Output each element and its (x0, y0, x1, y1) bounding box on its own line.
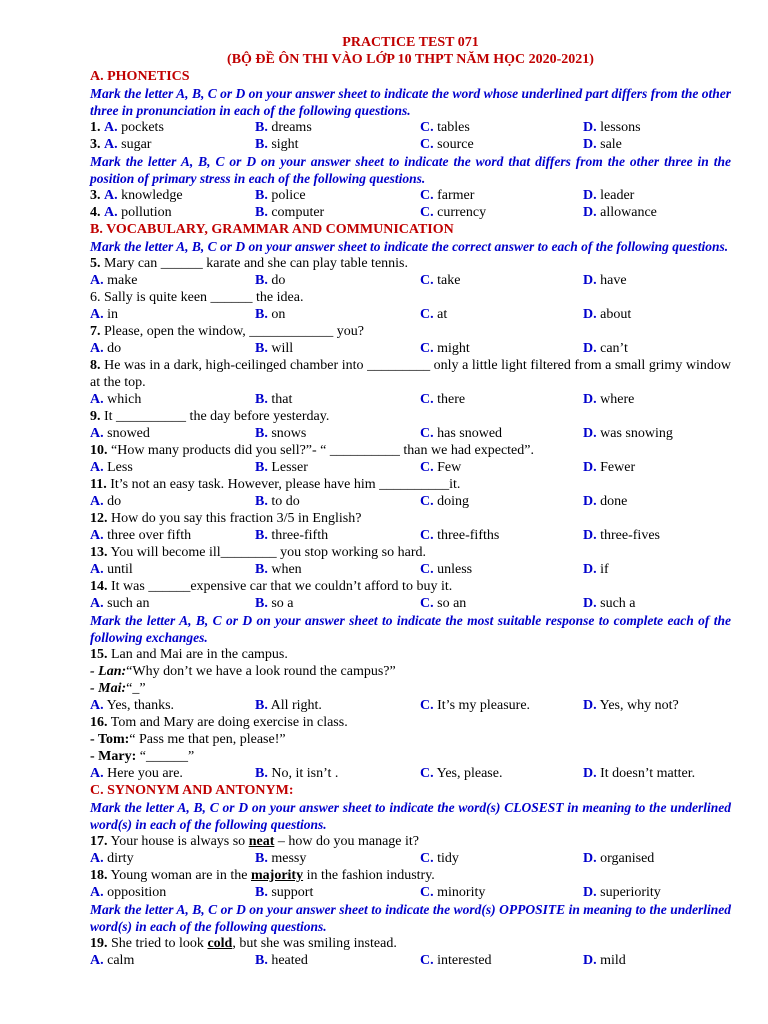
option-text: take (437, 273, 461, 288)
question-4-options: 4. A. pollution B. computer C. currency D. allowance (90, 205, 657, 220)
option-text: interested (437, 953, 492, 968)
question-19: 19. She tried to look cold, but she was smiling instead. (90, 936, 397, 951)
option-text: Here you are. (107, 766, 183, 781)
option-d: D. about (583, 307, 632, 322)
option-text: where (600, 392, 635, 407)
section-vocabulary: B. VOCABULARY, GRAMMAR AND COMMUNICATION (90, 222, 454, 237)
option-text: which (107, 392, 142, 407)
dialogue-line: - Mary: “______” (90, 749, 195, 764)
option-c: C. take (420, 273, 461, 288)
question-12-options (90, 527, 731, 544)
section-phonetics: A. PHONETICS (90, 69, 190, 84)
option-text: on (271, 307, 286, 322)
option-a: A. do (90, 494, 122, 509)
option-b: B. snows (255, 426, 307, 441)
option-text: when (271, 562, 302, 577)
option-text: Fewer (600, 460, 636, 475)
option-text: tables (437, 120, 470, 135)
question-8-options (90, 391, 731, 408)
option-a: A. snowed (90, 426, 150, 441)
option-a: A. Less (90, 460, 133, 475)
option-text: might (437, 341, 470, 356)
option-b: B. that (255, 392, 293, 407)
option-text: No, it isn’t . (271, 766, 339, 781)
option-text: so a (271, 596, 294, 611)
question-1-options: 1. A. pockets B. dreams C. tables D. lessons (90, 120, 641, 135)
option-text: minority (437, 885, 486, 900)
option-text: snows (271, 426, 307, 441)
option-c: C. three-fifths (420, 528, 500, 543)
option-text: to do (271, 494, 300, 509)
option-d: D. three-fives (583, 528, 660, 543)
instruction-opposite: Mark the letter A, B, C or D on your answer sheet to indicate the word(s) OPPOSITE in meaning to the underlined word(s) in each of the following questions. (90, 902, 731, 934)
question-13-options (90, 561, 731, 578)
instruction-response: Mark the letter A, B, C or D on your answer sheet to indicate the most suitable response to complete each of the following exchanges. (90, 613, 731, 645)
option-text: leader (600, 188, 635, 203)
option-text: three-fives (600, 528, 660, 543)
option-text: if (600, 562, 609, 577)
question-13: 13. You will become ill________ you stop working so hard. (90, 545, 426, 560)
option-b: B. when (255, 562, 302, 577)
option-text: pollution (121, 205, 172, 220)
option-d: D. where (583, 392, 635, 407)
option-c: C. doing (420, 494, 470, 509)
option-text: source (437, 137, 474, 152)
test-title: PRACTICE TEST 071 (342, 35, 479, 50)
option-text: doing (437, 494, 470, 509)
option-c: C. might (420, 341, 470, 356)
question-3a-options: 3. A. sugar B. sight C. source D. sale (90, 137, 622, 152)
option-text: that (271, 392, 293, 407)
option-a: A. three over fifth (90, 528, 192, 543)
question-7: 7. Please, open the window, ____________ you? (90, 324, 364, 339)
question-5: 5. Mary can ______ karate and she can play table tennis. (90, 256, 409, 271)
option-text: superiority (600, 885, 661, 900)
question-14: 14. It was ______expensive car that we couldn’t afford to buy it. (90, 579, 453, 594)
question-9: 9. It __________ the day before yesterday. (90, 409, 330, 424)
option-text: Yes, thanks. (106, 698, 175, 713)
question-19-options: A. calm B. heated C. interested D. mild (90, 953, 626, 968)
question-9-options (90, 425, 731, 442)
dialogue-line: - Mai:“_” (90, 681, 146, 696)
option-a: A. make (90, 273, 138, 288)
instruction-closest: Mark the letter A, B, C or D on your answer sheet to indicate the word(s) CLOSEST in meaning to the underlined word(s) in each of the following questions. (90, 800, 731, 832)
option-text: unless (437, 562, 473, 577)
option-c: C. unless (420, 562, 473, 577)
option-c: C. has snowed (420, 426, 503, 441)
option-a: A. such an (90, 596, 150, 611)
question-5-options (90, 272, 731, 289)
option-text: heated (271, 953, 308, 968)
option-b: B. three-fifth (255, 528, 329, 543)
option-d: D. can’t (583, 341, 628, 356)
option-c: C. there (420, 392, 466, 407)
instruction-correct-answer: Mark the letter A, B, C or D on your answer sheet to indicate the correct answer to each of the following questions. (90, 239, 729, 254)
option-text: three over fifth (107, 528, 192, 543)
option-d: D. such a (583, 596, 636, 611)
option-d: D. have (583, 273, 627, 288)
question-18-options: A. opposition B. support C. minority D. superiority (90, 885, 661, 900)
option-text: done (600, 494, 628, 509)
option-text: tidy (437, 851, 459, 866)
question-14-options (90, 595, 731, 612)
question-6-options (90, 306, 731, 323)
option-c: C. Few (420, 460, 462, 475)
option-text: All right. (270, 698, 322, 713)
option-b: B. will (255, 341, 294, 356)
option-text: Lesser (271, 460, 308, 475)
option-text: organised (600, 851, 655, 866)
option-text: lessons (600, 120, 641, 135)
option-text: Less (107, 460, 133, 475)
question-11-options (90, 493, 731, 510)
option-text: snowed (107, 426, 150, 441)
option-text: will (271, 341, 294, 356)
option-d: D. done (583, 494, 628, 509)
question-16: 16. Tom and Mary are doing exercise in class. (90, 715, 348, 730)
question-15-options: A. Yes, thanks. B. All right. C. It’s my pleasure. D. Yes, why not? (90, 698, 679, 713)
option-b: B. Lesser (255, 460, 308, 475)
instruction-stress: Mark the letter A, B, C or D on your answer sheet to indicate the word that differs from the other three in the position of primary stress in each of the following questions. (90, 154, 731, 186)
option-text: have (600, 273, 627, 288)
question-16-options: A. Here you are. B. No, it isn’t . C. Yes, please. D. It doesn’t matter. (90, 766, 696, 781)
option-text: support (271, 885, 314, 900)
option-text: such a (600, 596, 636, 611)
option-text: currency (437, 205, 487, 220)
instruction-pronunciation: Mark the letter A, B, C or D on your answer sheet to indicate the word whose underlined part differs from the other three in pronunciation in each of the following questions. (90, 86, 731, 118)
option-d: D. if (583, 562, 609, 577)
option-text: calm (107, 953, 135, 968)
option-d: D. was snowing (583, 426, 673, 441)
option-text: sight (271, 137, 299, 152)
option-text: messy (271, 851, 307, 866)
option-b: B. so a (255, 596, 294, 611)
option-a: A. which (90, 392, 142, 407)
option-text: mild (600, 953, 626, 968)
section-synonym-antonym: C. SYNONYM AND ANTONYM: (90, 783, 294, 798)
question-18: 18. Young woman are in the majority in the fashion industry. (90, 868, 435, 883)
option-text: opposition (107, 885, 167, 900)
option-text: police (271, 188, 306, 203)
question-12: 12. How do you say this fraction 3/5 in English? (90, 511, 362, 526)
option-a: A. do (90, 341, 122, 356)
option-text: sugar (121, 137, 152, 152)
option-text: until (107, 562, 133, 577)
option-b: B. to do (255, 494, 300, 509)
option-text: allowance (600, 205, 657, 220)
test-subtitle: (BỘ ĐỀ ÔN THI VÀO LỚP 10 THPT NĂM HỌC 2020-2021) (227, 52, 594, 67)
question-8: 8. He was in a dark, high-ceilinged chamber into _________ only a little light filtered from a small grimy window at the top. (90, 358, 732, 390)
option-text: pockets (121, 120, 164, 135)
option-c: C. at (420, 307, 448, 322)
option-text: so an (437, 596, 467, 611)
option-text: do (107, 494, 122, 509)
option-a: A. until (90, 562, 133, 577)
option-text: dreams (271, 120, 312, 135)
option-b: B. do (255, 273, 286, 288)
question-17: 17. Your house is always so neat – how do you manage it? (90, 834, 419, 849)
option-text: dirty (107, 851, 134, 866)
option-text: about (600, 307, 632, 322)
option-text: Yes, please. (436, 766, 503, 781)
option-text: make (107, 273, 138, 288)
option-text: three-fifth (271, 528, 329, 543)
option-d: D. Fewer (583, 460, 636, 475)
dialogue-line: - Lan:“Why don’t we have a look round the campus?” (90, 664, 396, 679)
question-10-options (90, 459, 731, 476)
option-text: three-fifths (437, 528, 500, 543)
option-text: knowledge (121, 188, 183, 203)
option-text: Yes, why not? (599, 698, 679, 713)
question-3-options: 3. A. knowledge B. police C. farmer D. leader (90, 188, 635, 203)
question-7-options (90, 340, 731, 357)
question-10: 10. “How many products did you sell?”- “ __________ than we had expected”. (90, 443, 534, 458)
document-page (90, 34, 731, 969)
option-text: there (437, 392, 466, 407)
option-text: such an (107, 596, 150, 611)
option-text: farmer (437, 188, 475, 203)
option-a: A. in (90, 307, 119, 322)
question-15: 15. Lan and Mai are in the campus. (90, 647, 288, 662)
option-text: computer (271, 205, 325, 220)
option-text: in (107, 307, 119, 322)
option-text: at (437, 307, 448, 322)
option-text: can’t (600, 341, 628, 356)
option-text: do (271, 273, 286, 288)
option-text: was snowing (600, 426, 673, 441)
option-text: has snowed (437, 426, 503, 441)
question-17-options: A. dirty B. messy C. tidy D. organised (90, 851, 655, 866)
option-b: B. on (255, 307, 286, 322)
question-6: 6. Sally is quite keen ______ the idea. (90, 290, 304, 305)
option-c: C. so an (420, 596, 467, 611)
option-text: do (107, 341, 122, 356)
option-text: It’s my pleasure. (437, 698, 531, 713)
option-text: Few (437, 460, 462, 475)
option-text: sale (600, 137, 622, 152)
option-text: It doesn’t matter. (600, 766, 696, 781)
question-11: 11. It’s not an easy task. However, please have him __________it. (90, 477, 461, 492)
dialogue-line: - Tom:“ Pass me that pen, please!” (90, 732, 286, 747)
